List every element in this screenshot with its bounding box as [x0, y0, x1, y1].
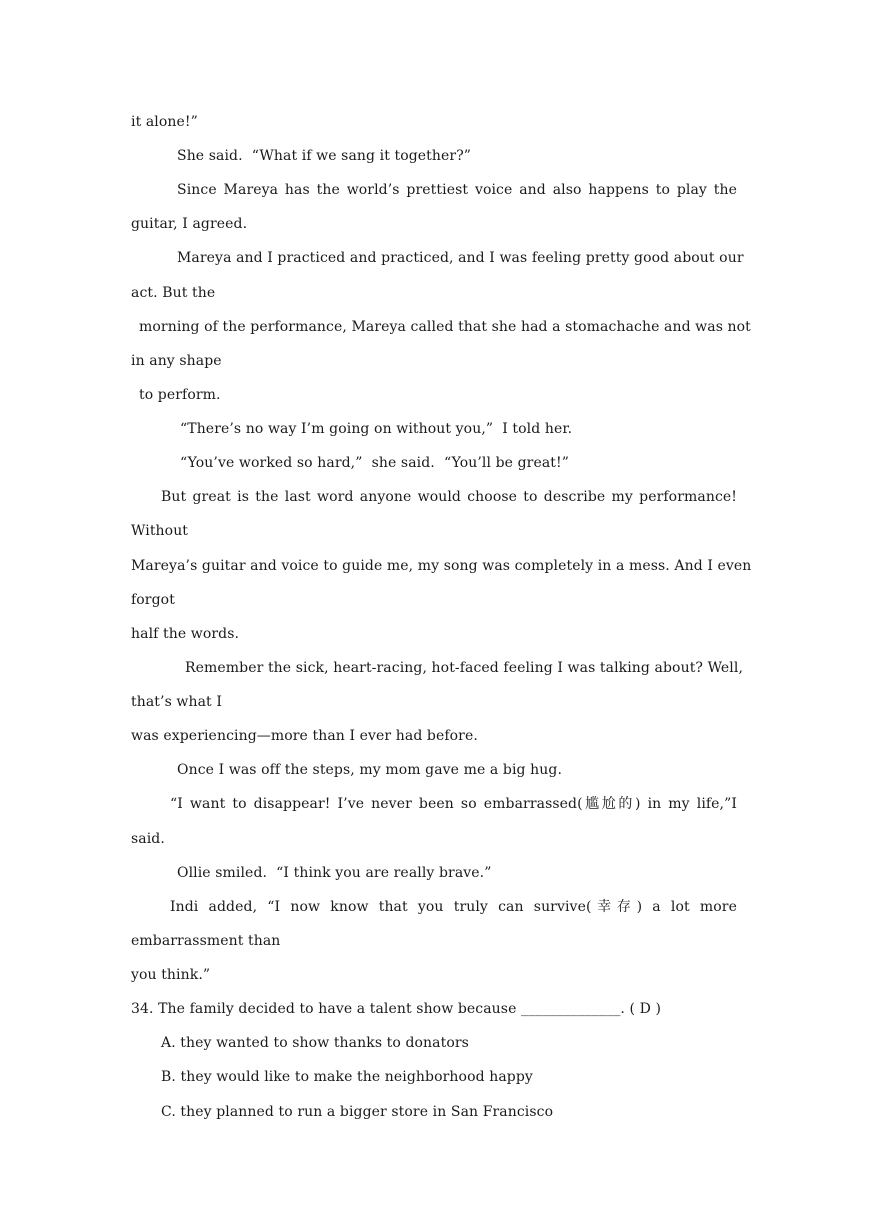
text-line: Remember the sick, heart-racing, hot-faced feeling I was talking about? Well, [185, 660, 744, 676]
text-line: She said. “What if we sang it together?” [177, 148, 472, 164]
text-line: Once I was off the steps, my mom gave me a big hug. [177, 762, 562, 778]
text-line: “I want to disappear! I’ve never been so embarrassed(尴尬的) in my life,”I [170, 796, 737, 812]
text-line: that’s what I [131, 694, 222, 710]
text-line: morning of the performance, Mareya called that she had a stomachache and was not [139, 319, 751, 335]
text-line: said. [131, 831, 165, 847]
text-line: But great is the last word anyone would choose to describe my performance! [161, 489, 737, 505]
option-c: C. they planned to run a bigger store in San Francisco [161, 1104, 554, 1120]
text-line: was experiencing—more than I ever had before. [131, 728, 478, 744]
option-a: A. they wanted to show thanks to donators [161, 1035, 469, 1051]
text-line: Ollie smiled. “I think you are really brave.” [177, 865, 492, 881]
text-line: guitar, I agreed. [131, 216, 248, 232]
text-line: Without [131, 523, 189, 539]
text-line: “You’ve worked so hard,” she said. “You’ll be great!” [180, 455, 570, 471]
text-line: half the words. [131, 626, 240, 642]
text-line: Mareya’s guitar and voice to guide me, my song was completely in a mess. And I even [131, 558, 752, 574]
text-line: Since Mareya has the world’s prettiest voice and also happens to play the [177, 182, 737, 198]
option-b: B. they would like to make the neighborhood happy [161, 1069, 533, 1085]
text-line: “There’s no way I’m going on without you,” I told her. [180, 421, 573, 437]
text-line: forgot [131, 592, 175, 608]
text-line: embarrassment than [131, 933, 281, 949]
text-line: Mareya and I practiced and practiced, and I was feeling pretty good about our [177, 250, 744, 266]
text-line: in any shape [131, 353, 222, 369]
question-stem: 34. The family decided to have a talent show because ______________. ( D ) [131, 1001, 662, 1017]
text-line: it alone!” [131, 114, 198, 130]
text-line: you think.” [131, 967, 211, 983]
text-line: act. But the [131, 285, 216, 301]
text-line: to perform. [139, 387, 221, 403]
text-line: Indi added, “I now know that you truly can survive(幸存) a lot more [170, 899, 737, 915]
